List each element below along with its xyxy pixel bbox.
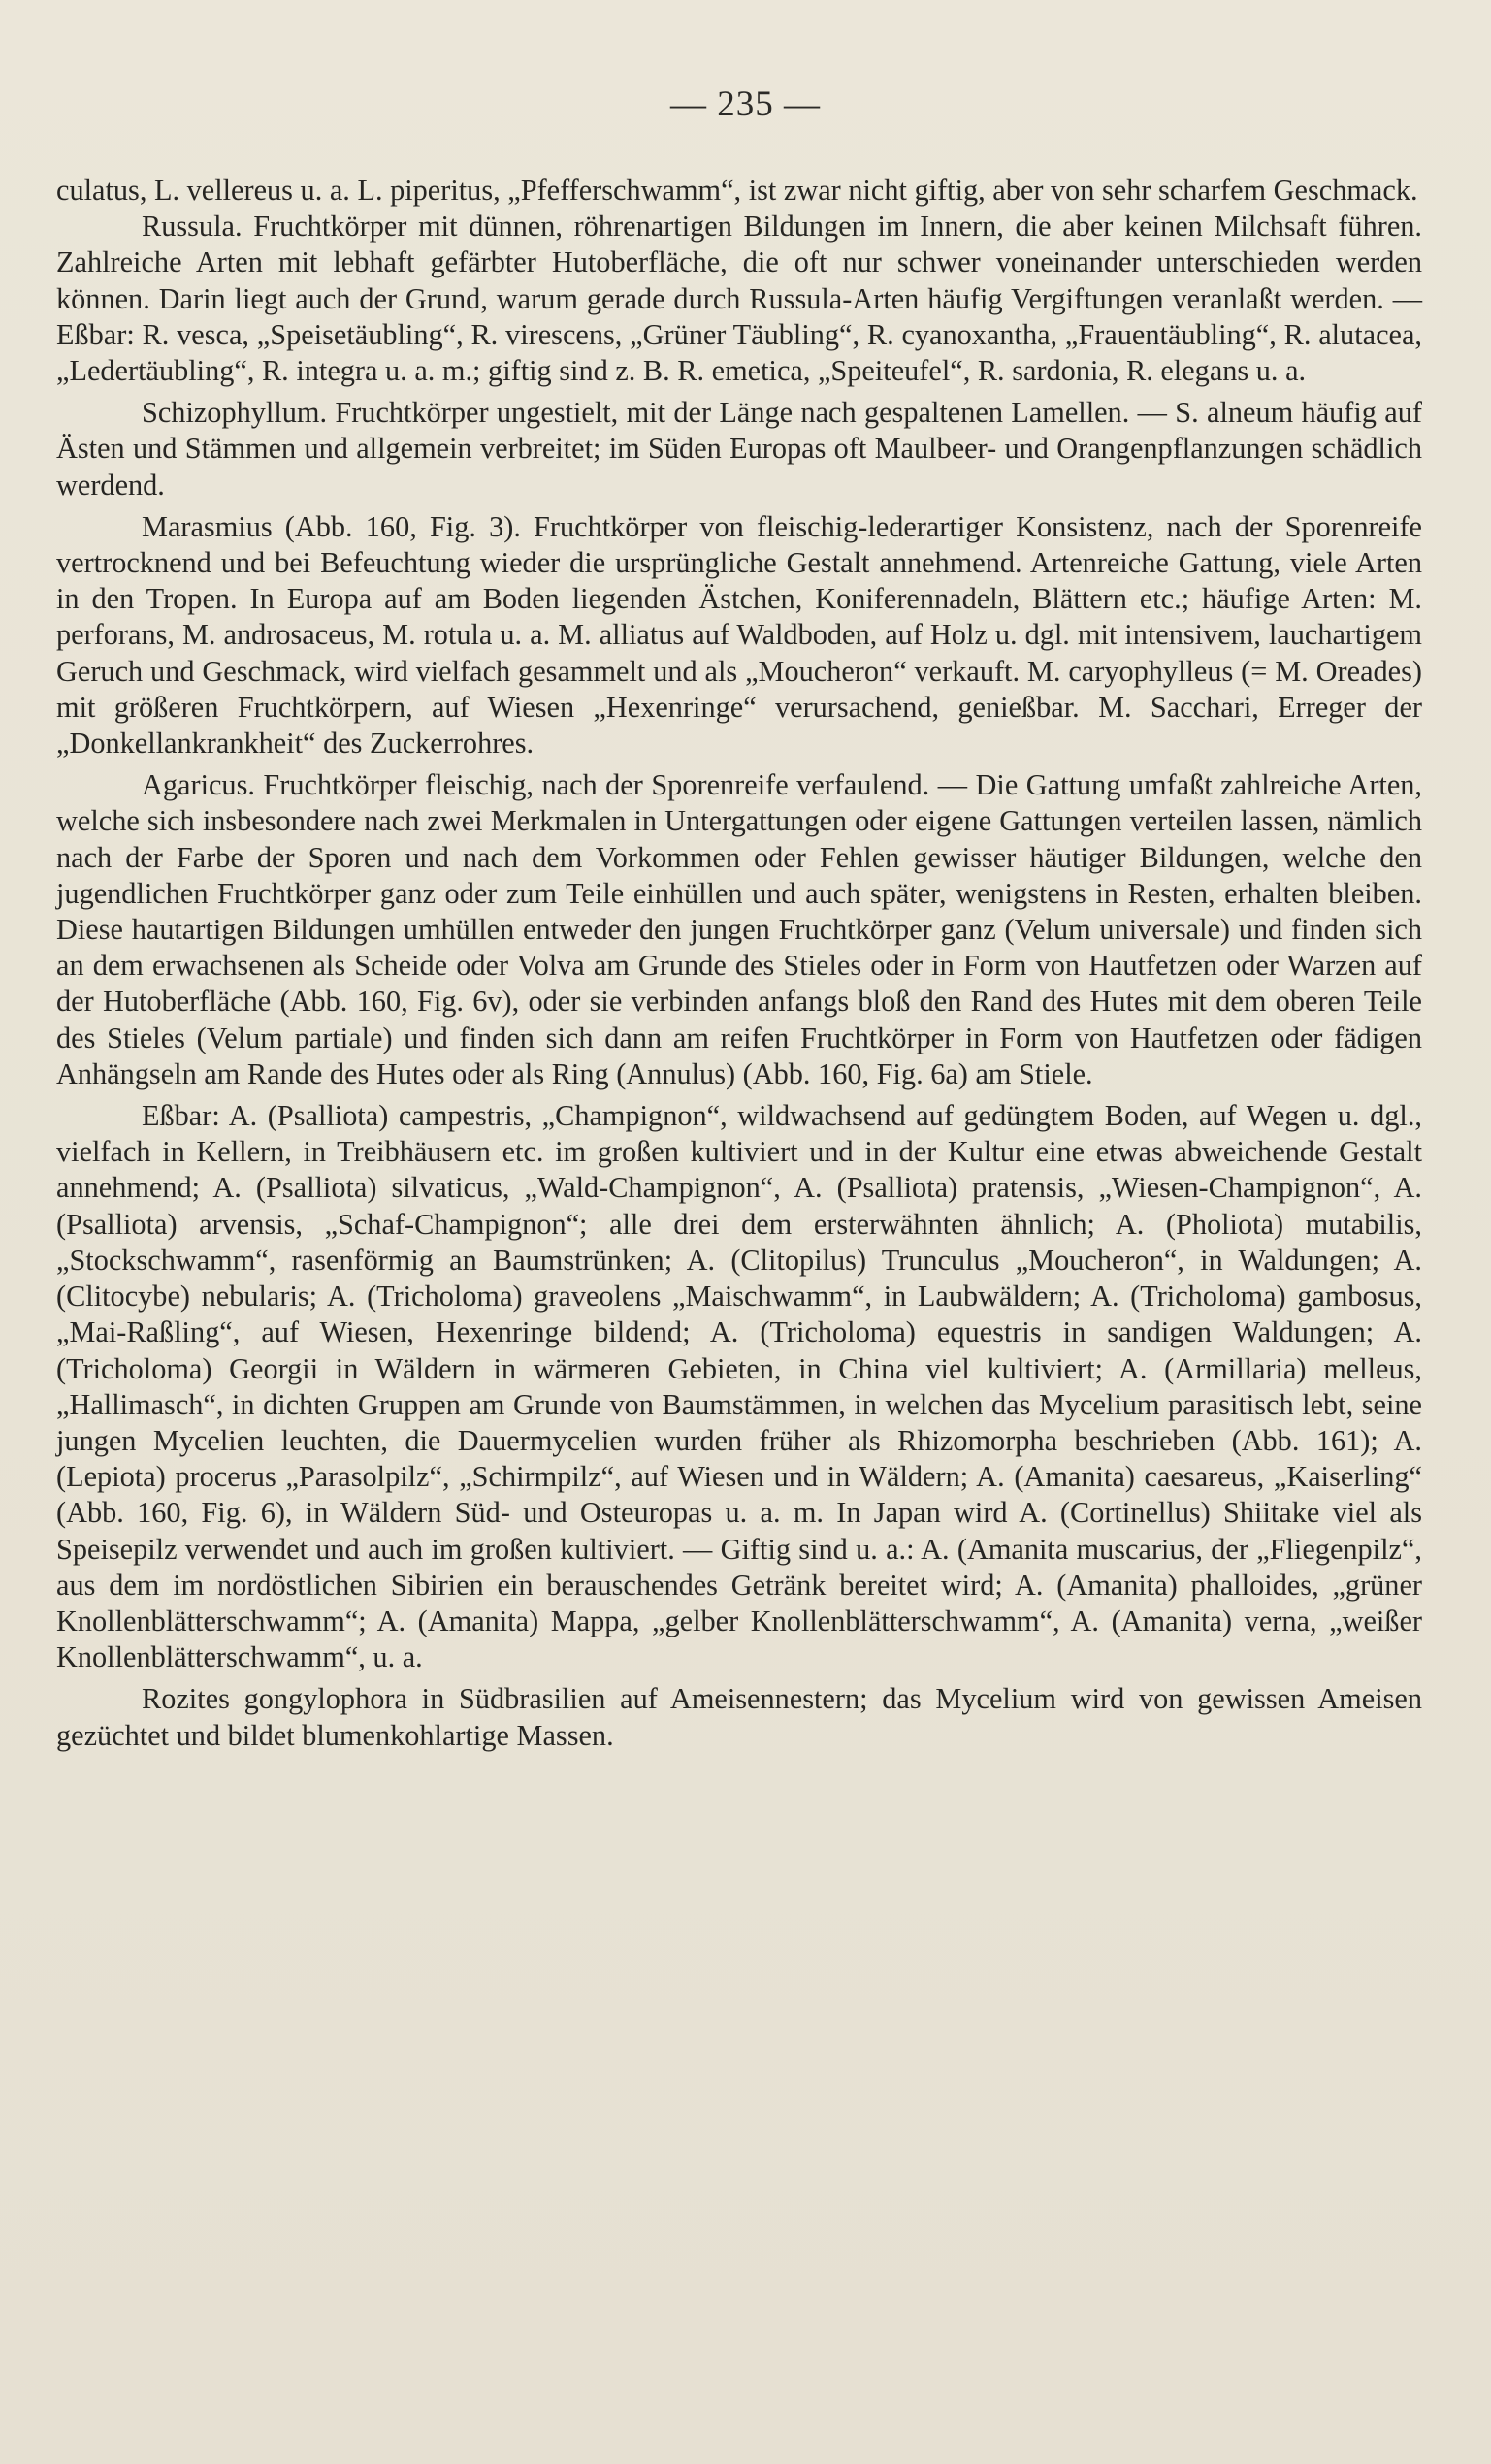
paragraph-agaricus-edible-toxic: Eßbar: A. (Psalliota) campestris, „Champignon“, wildwachsend auf gedüngtem Boden, auf Wegen u. dgl., vielfach in Kellern, in Treibhäusern etc. im großen kultiviert und in der Kultur eine etwas abweichende Gestalt annehmend; A. (Psalliota) silvaticus, „Wald-Champignon“, A. (Psalliota) pratensis, „Wiesen-Champignon“, A. (Psalliota) arvensis, „Schaf-Champignon“; alle drei dem ersterwähnten ähnlich; A. (Pholiota) mutabilis, „Stockschwamm“, rasenförmig an Baumstrünken; A. (Clitopilus) Trunculus „Moucheron“, in Waldungen; A. (Clitocybe) nebularis; A. (Tricholoma) graveolens „Maischwamm“, in Laubwäldern; A. (Tricholoma) gambosus, „Mai-Raßling“, auf Wiesen, Hexenringe bildend; A. (Tricholoma) equestris in sandigen Waldungen; A. (Tricholoma) Georgii in Wäldern in wärmeren Gebieten, in China viel kultiviert; A. (Armillaria) melleus, „Hallimasch“, in dichten Gruppen am Grunde von Baumstämmen, in welchen das Mycelium parasitisch lebt, seine jungen Mycelien leuchten, die Dauermycelien wurden früher als Rhizomorpha beschrieben (Abb. 161); A. (Lepiota) procerus „Parasolpilz“, „Schirmpilz“, auf Wiesen und in Wäldern; A. (Amanita) caesareus, „Kaiserling“ (Abb. 160, Fig. 6), in Wäldern Süd- und Osteuropas u. a. m. In Japan wird A. (Cortinellus) Shiitake viel als Speisepilz verwendet und auch im großen kultiviert. — Giftig sind u. a.: A. (Amanita muscarius, der „Fliegenpilz“, aus dem im nordöstlichen Sibirien ein berauschendes Getränk bereitet wird; A. (Amanita) phalloides, „grüner Knollenblätterschwamm“; A. (Amanita) Mappa, „gelber Knollenblätterschwamm“, A. (Amanita) verna, „weißer Knollenblätterschwamm“, u. a. [56, 1099, 1422, 1674]
paragraph-agaricus: Agaricus. Fruchtkörper fleischig, nach der Sporenreife verfaulend. — Die Gattung umfaßt zahlreiche Arten, welche sich insbesondere nach zwei Merkmalen in Untergattungen oder eigene Gattungen verteilen lassen, nämlich nach der Farbe der Sporen und nach dem Vorkommen oder Fehlen gewisser häutiger Bildungen, welche den jugendlichen Fruchtkörper ganz oder zum Teile einhüllen und auch später, wenigstens in Resten, erhalten bleiben. Diese hautartigen Bildungen umhüllen entweder den jungen Fruchtkörper ganz (Velum universale) und finden sich an dem erwachsenen als Scheide oder Volva am Grunde des Stieles oder in Form von Hautfetzen oder Warzen auf der Hutoberfläche (Abb. 160, Fig. 6v), oder sie verbinden anfangs bloß den Rand des Hutes mit dem oberen Teile des Stieles (Velum partiale) und finden sich dann am reifen Fruchtkörper in Form von Hautfetzen oder fädigen Anhängseln am Rande des Hutes oder als Ring (Annulus) (Abb. 160, Fig. 6a) am Stiele. [56, 768, 1422, 1090]
paragraph-rozites: Rozites gongylophora in Südbrasilien auf Ameisennestern; das Mycelium wird von gewissen Ameisen gezüchtet und bildet blumenkohlartige Massen. [56, 1682, 1422, 1752]
paragraph-schizophyllum: Schizophyllum. Fruchtkörper ungestielt, mit der Länge nach gespaltenen Lamellen. — S. alneum häufig auf Ästen und Stämmen und allgemein verbreitet; im Süden Europas oft Maulbeer- und Orangenpflanzungen schädlich werdend. [56, 396, 1422, 502]
paragraph-lactarius-tail: culatus, L. vellereus u. a. L. piperitus, „Pfefferschwamm“, ist zwar nicht giftig, aber von sehr scharfem Geschmack. [56, 174, 1418, 207]
paragraph-russula: Russula. Fruchtkörper mit dünnen, röhrenartigen Bildungen im Innern, die aber keinen Milchsaft führen. Zahlreiche Arten mit lebhaft gefärbter Hutoberfläche, die oft nur schwer voneinander unterschieden werden können. Darin liegt auch der Grund, warum gerade durch Russula-Arten häufig Vergiftungen veranlaßt werden. — Eßbar: R. vesca, „Speisetäubling“, R. virescens, „Grüner Täubling“, R. cyanoxantha, „Frauentäubling“, R. alutacea, „Ledertäubling“, R. integra u. a. m.; giftig sind z. B. R. emetica, „Speiteufel“, R. sardonia, R. elegans u. a. [56, 210, 1422, 388]
page-number: — 235 — [670, 84, 821, 124]
paragraph-marasmius: Marasmius (Abb. 160, Fig. 3). Fruchtkörper von fleischig-lederartiger Konsistenz, nach der Sporenreife vertrocknend und bei Befeuchtung wieder die ursprüngliche Gestalt annehmend. Artenreiche Gattung, viele Arten in den Tropen. In Europa auf am Boden liegenden Ästchen, Koniferennadeln, Blättern etc.; häufige Arten: M. perforans, M. androsaceus, M. rotula u. a. M. alliatus auf Waldboden, auf Holz u. dgl. mit intensivem, lauchartigem Geruch und Geschmack, wird vielfach gesammelt und als „Moucheron“ verkauft. M. caryophylleus (= M. Oreades) mit größeren Fruchtkörpern, auf Wiesen „Hexenringe“ verursachend, genießbar. M. Sacchari, Erreger der „Donkellankrankheit“ des Zuckerrohres. [56, 509, 1422, 761]
body-text [56, 173, 1422, 1760]
